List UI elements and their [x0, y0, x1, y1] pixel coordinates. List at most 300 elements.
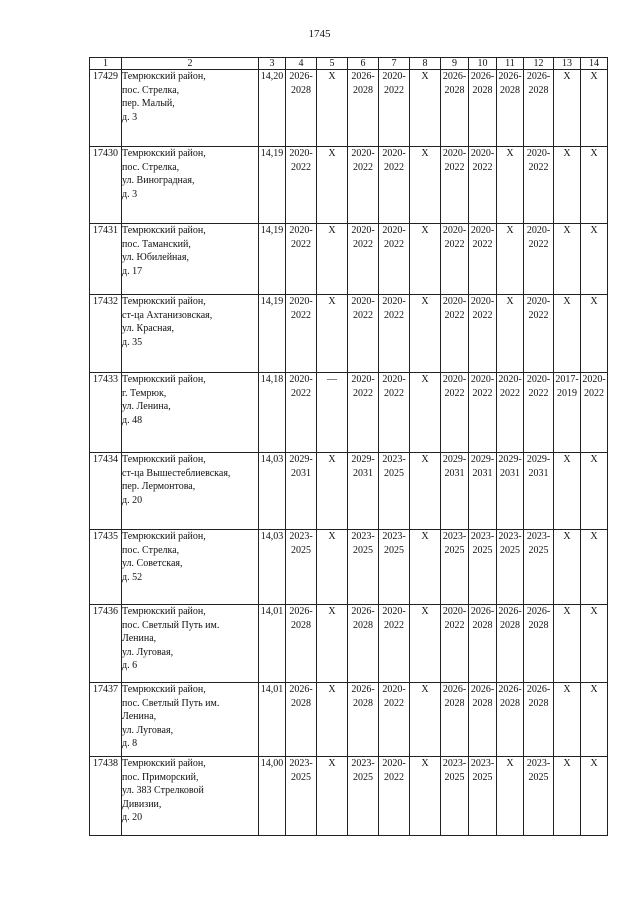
period-line: 2025: [528, 544, 549, 556]
period-line: 2026-: [470, 606, 495, 617]
period-cell: [317, 70, 348, 147]
record-number: 17437: [90, 683, 122, 757]
period-line: 2026-: [498, 684, 522, 695]
area-value: 14,01: [259, 605, 286, 683]
period-line: 2029-: [351, 454, 375, 465]
address-line: пос. Стрелка,: [122, 161, 180, 173]
period-line: 2020-: [470, 148, 495, 159]
period-line: 2022: [384, 771, 404, 783]
period-cell: [286, 530, 317, 605]
table-header-row: [90, 58, 608, 70]
period-cell: [469, 224, 497, 295]
address-line: д. 17: [122, 265, 143, 277]
period-cell: [581, 70, 608, 147]
period-line: 2020-: [470, 374, 495, 385]
period-cell: [497, 605, 524, 683]
period-cell: [524, 683, 554, 757]
column-header: 8: [410, 58, 441, 70]
period-line: 2029-: [526, 454, 551, 465]
address-line: д. 35: [122, 336, 143, 348]
address-cell: [122, 453, 259, 530]
period-line: 2022: [353, 309, 373, 321]
period-line: X: [328, 148, 336, 159]
address-line: ул. Юбилейная,: [122, 252, 189, 263]
address-line: Темрюкский район,: [122, 71, 206, 82]
period-cell: [286, 70, 317, 147]
address-line: Ленина,: [122, 711, 157, 722]
period-line: 2020-: [382, 606, 406, 617]
period-cell: [410, 295, 441, 373]
period-cell: [581, 373, 608, 453]
period-cell: [286, 224, 317, 295]
period-cell: [497, 373, 524, 453]
period-line: X: [590, 684, 598, 695]
address-line: д. 48: [122, 414, 143, 426]
period-line: X: [328, 296, 336, 307]
period-line: X: [421, 684, 429, 695]
period-line: 2029-: [442, 454, 467, 465]
period-line: 2022: [472, 387, 493, 399]
period-line: 2020-: [470, 225, 495, 236]
period-line: X: [421, 531, 429, 542]
area-value: 14,19: [259, 224, 286, 295]
table-row: [90, 757, 608, 836]
period-line: 2022: [584, 387, 604, 399]
period-cell: [469, 147, 497, 224]
period-line: 2026-: [289, 606, 313, 617]
period-cell: [286, 295, 317, 373]
address-line: Темрюкский район,: [122, 758, 206, 769]
period-line: X: [328, 758, 336, 769]
period-line: X: [421, 758, 429, 769]
period-cell: [497, 683, 524, 757]
period-cell: [524, 147, 554, 224]
period-line: 2026-: [442, 684, 467, 695]
period-line: X: [590, 148, 598, 159]
area-value: 14,03: [259, 530, 286, 605]
period-line: 2020-: [289, 148, 313, 159]
period-cell: [379, 683, 410, 757]
record-number: 17432: [90, 295, 122, 373]
area-value: 14,00: [259, 757, 286, 836]
period-cell: [348, 147, 379, 224]
period-line: 2020-: [382, 684, 406, 695]
period-line: 2022: [528, 387, 549, 399]
table-row: [90, 453, 608, 530]
period-line: X: [590, 225, 598, 236]
period-line: 2020-: [526, 374, 551, 385]
period-line: 2022: [472, 309, 493, 321]
period-line: 2020-: [442, 148, 467, 159]
period-line: 2022: [528, 238, 549, 250]
table-row: [90, 70, 608, 147]
address-cell: [122, 147, 259, 224]
address-cell: [122, 373, 259, 453]
record-number: 17435: [90, 530, 122, 605]
period-line: 2022: [384, 697, 404, 709]
period-line: 2022: [528, 161, 549, 173]
period-line: 2023-: [289, 758, 313, 769]
period-line: 2028: [291, 619, 311, 631]
period-line: 2025: [528, 771, 549, 783]
address-line: пос. Стрелка,: [122, 84, 180, 96]
period-line: 2022: [472, 161, 493, 173]
period-cell: [469, 605, 497, 683]
period-line: X: [590, 531, 598, 542]
address-line: д. 3: [122, 188, 138, 200]
period-cell: [379, 224, 410, 295]
period-line: 2025: [353, 544, 373, 556]
period-cell: [524, 757, 554, 836]
period-line: 2022: [444, 387, 465, 399]
period-cell: [410, 147, 441, 224]
period-line: 2025: [444, 771, 465, 783]
period-line: 2026-: [470, 71, 495, 82]
period-line: 2023-: [470, 531, 495, 542]
period-line: 2020-: [470, 296, 495, 307]
address-line: ул. Луговая,: [122, 646, 174, 658]
address-line: Темрюкский район,: [122, 531, 206, 542]
period-cell: [379, 295, 410, 373]
period-line: 2025: [500, 544, 520, 556]
column-header: 5: [317, 58, 348, 70]
period-cell: [497, 757, 524, 836]
period-line: X: [563, 454, 571, 465]
period-cell: [410, 373, 441, 453]
period-line: 2020-: [582, 374, 606, 385]
period-line: 2023-: [289, 531, 313, 542]
address-line: Темрюкский район,: [122, 225, 206, 236]
period-cell: [469, 757, 497, 836]
period-cell: [286, 453, 317, 530]
period-line: X: [506, 148, 514, 159]
period-cell: [524, 605, 554, 683]
period-line: X: [590, 454, 598, 465]
column-header: 3: [259, 58, 286, 70]
period-line: 2026-: [351, 684, 375, 695]
period-line: 2029-: [470, 454, 495, 465]
column-header: 12: [524, 58, 554, 70]
period-cell: [441, 147, 469, 224]
period-line: 2020-: [351, 374, 375, 385]
period-cell: [524, 224, 554, 295]
period-line: X: [590, 758, 598, 769]
record-number: 17433: [90, 373, 122, 453]
period-cell: [317, 373, 348, 453]
period-line: 2022: [291, 161, 311, 173]
record-number: 17429: [90, 70, 122, 147]
period-line: 2020-: [289, 374, 313, 385]
period-line: X: [563, 296, 571, 307]
period-line: 2020-: [498, 374, 522, 385]
period-cell: [348, 757, 379, 836]
period-line: 2025: [291, 771, 311, 783]
period-line: X: [421, 225, 429, 236]
table-row: [90, 683, 608, 757]
period-line: 2023-: [442, 531, 467, 542]
period-cell: [469, 70, 497, 147]
period-line: 2020-: [526, 148, 551, 159]
address-cell: [122, 295, 259, 373]
column-header: 2: [122, 58, 259, 70]
period-line: 2025: [384, 544, 404, 556]
period-line: 2020-: [382, 71, 406, 82]
period-line: X: [563, 225, 571, 236]
period-line: 2029-: [289, 454, 313, 465]
period-cell: [554, 224, 581, 295]
period-line: 2026-: [498, 606, 522, 617]
period-line: 2020-: [382, 225, 406, 236]
period-cell: [348, 295, 379, 373]
area-value: 14,19: [259, 295, 286, 373]
period-line: 2020-: [382, 374, 406, 385]
period-cell: [581, 453, 608, 530]
period-line: 2022: [353, 387, 373, 399]
period-line: 2022: [384, 238, 404, 250]
period-cell: [410, 683, 441, 757]
period-line: X: [506, 225, 514, 236]
period-cell: [497, 530, 524, 605]
period-cell: [348, 224, 379, 295]
address-line: д. 3: [122, 111, 138, 123]
table-row: [90, 224, 608, 295]
period-line: 2025: [472, 771, 493, 783]
period-line: 2028: [353, 84, 373, 96]
record-number: 17434: [90, 453, 122, 530]
address-line: ул. Виноградная,: [122, 175, 195, 186]
period-line: 2020-: [526, 225, 551, 236]
period-line: 2022: [353, 238, 373, 250]
address-line: ст-ца Вышестеблиевская,: [122, 467, 231, 479]
period-line: 2026-: [526, 684, 551, 695]
period-line: 2022: [444, 309, 465, 321]
address-cell: [122, 683, 259, 757]
period-line: 2022: [291, 238, 311, 250]
period-line: 2022: [444, 619, 465, 631]
period-line: X: [421, 71, 429, 82]
period-cell: [379, 147, 410, 224]
period-line: X: [328, 684, 336, 695]
period-line: X: [328, 606, 336, 617]
table-row: [90, 147, 608, 224]
address-line: г. Темрюк,: [122, 387, 167, 399]
period-cell: [410, 224, 441, 295]
period-line: X: [421, 374, 429, 385]
period-line: 2028: [472, 619, 493, 631]
period-cell: [379, 605, 410, 683]
period-line: —: [327, 374, 337, 385]
period-cell: [441, 683, 469, 757]
period-line: 2026-: [470, 684, 495, 695]
period-line: 2017-: [555, 374, 579, 385]
period-line: 2023-: [382, 454, 406, 465]
period-line: 2020-: [526, 296, 551, 307]
period-line: 2020-: [351, 296, 375, 307]
period-line: 2029-: [498, 454, 522, 465]
period-line: 2026-: [351, 71, 375, 82]
period-cell: [410, 757, 441, 836]
period-cell: [286, 147, 317, 224]
period-line: X: [506, 296, 514, 307]
period-line: X: [590, 296, 598, 307]
period-cell: [348, 605, 379, 683]
address-line: пос. Таманский,: [122, 238, 191, 250]
period-cell: [524, 453, 554, 530]
period-cell: [410, 453, 441, 530]
period-line: X: [563, 758, 571, 769]
column-header: 14: [581, 58, 608, 70]
period-line: 2020-: [382, 296, 406, 307]
period-line: 2031: [528, 467, 549, 479]
period-cell: [469, 295, 497, 373]
period-cell: [348, 530, 379, 605]
period-line: 2031: [444, 467, 465, 479]
period-line: 2031: [353, 467, 373, 479]
period-cell: [286, 605, 317, 683]
period-cell: [441, 295, 469, 373]
period-line: 2023-: [442, 758, 467, 769]
period-line: 2028: [353, 619, 373, 631]
address-line: ст-ца Ахтанизовская,: [122, 309, 213, 321]
area-value: 14,19: [259, 147, 286, 224]
period-cell: [469, 453, 497, 530]
period-line: 2019: [557, 387, 577, 399]
period-cell: [497, 70, 524, 147]
period-cell: [410, 605, 441, 683]
period-line: 2028: [472, 697, 493, 709]
period-line: X: [563, 531, 571, 542]
address-line: д. 20: [122, 812, 143, 823]
period-line: X: [328, 225, 336, 236]
period-cell: [286, 683, 317, 757]
period-line: 2020-: [382, 758, 406, 769]
period-cell: [524, 373, 554, 453]
period-line: 2022: [384, 84, 404, 96]
period-cell: [317, 295, 348, 373]
period-cell: [524, 70, 554, 147]
period-line: 2020-: [442, 606, 467, 617]
period-cell: [317, 147, 348, 224]
address-line: пос. Приморский,: [122, 771, 199, 783]
period-line: 2023-: [526, 531, 551, 542]
period-line: 2028: [528, 619, 549, 631]
period-cell: [497, 224, 524, 295]
period-line: 2022: [384, 619, 404, 631]
period-line: 2025: [472, 544, 493, 556]
period-line: 2028: [291, 697, 311, 709]
address-line: пос. Стрелка,: [122, 544, 180, 556]
period-line: 2023-: [382, 531, 406, 542]
address-line: д. 20: [122, 494, 143, 506]
period-line: X: [563, 71, 571, 82]
period-line: 2026-: [498, 71, 522, 82]
period-line: 2020-: [351, 225, 375, 236]
period-line: 2025: [384, 467, 404, 479]
period-cell: [554, 530, 581, 605]
period-line: 2028: [353, 697, 373, 709]
table-row: [90, 373, 608, 453]
table-row: [90, 605, 608, 683]
period-cell: [554, 70, 581, 147]
period-cell: [469, 683, 497, 757]
period-cell: [286, 373, 317, 453]
period-line: 2020-: [382, 148, 406, 159]
period-line: 2022: [291, 387, 311, 399]
period-line: 2023-: [351, 531, 375, 542]
table-body: [90, 70, 608, 836]
period-line: X: [563, 606, 571, 617]
period-cell: [317, 453, 348, 530]
period-cell: [379, 757, 410, 836]
period-line: 2026-: [526, 606, 551, 617]
period-cell: [469, 373, 497, 453]
period-cell: [497, 295, 524, 373]
period-line: 2026-: [442, 71, 467, 82]
period-line: 2023-: [470, 758, 495, 769]
address-cell: [122, 605, 259, 683]
period-cell: [581, 757, 608, 836]
period-line: 2026-: [526, 71, 551, 82]
record-number: 17436: [90, 605, 122, 683]
period-line: 2025: [353, 771, 373, 783]
address-line: Темрюкский район,: [122, 606, 206, 617]
period-cell: [441, 224, 469, 295]
period-cell: [379, 530, 410, 605]
period-cell: [410, 70, 441, 147]
period-cell: [441, 605, 469, 683]
address-cell: [122, 757, 259, 836]
period-line: 2020-: [442, 296, 467, 307]
period-line: 2026-: [289, 684, 313, 695]
period-cell: [554, 605, 581, 683]
area-value: 14,20: [259, 70, 286, 147]
column-header: 11: [497, 58, 524, 70]
period-line: X: [421, 148, 429, 159]
address-line: д. 8: [122, 738, 138, 749]
address-line: пос. Светлый Путь им.: [122, 697, 220, 709]
period-cell: [348, 373, 379, 453]
period-line: 2022: [384, 161, 404, 173]
address-line: Дивизии,: [122, 798, 162, 810]
area-value: 14,01: [259, 683, 286, 757]
period-cell: [317, 757, 348, 836]
period-line: X: [328, 454, 336, 465]
table-row: [90, 295, 608, 373]
address-line: ул. Красная,: [122, 323, 174, 334]
period-line: 2028: [444, 697, 465, 709]
period-cell: [379, 453, 410, 530]
address-line: пер. Малый,: [122, 98, 175, 109]
period-line: 2020-: [351, 148, 375, 159]
period-cell: [581, 295, 608, 373]
period-line: 2022: [444, 161, 465, 173]
period-line: 2023-: [498, 531, 522, 542]
period-line: 2023-: [526, 758, 551, 769]
period-cell: [554, 757, 581, 836]
column-header: 1: [90, 58, 122, 70]
period-line: X: [590, 71, 598, 82]
column-header: 4: [286, 58, 317, 70]
address-line: пос. Светлый Путь им.: [122, 619, 220, 631]
period-cell: [581, 147, 608, 224]
period-line: 2026-: [351, 606, 375, 617]
period-cell: [379, 70, 410, 147]
record-number: 17430: [90, 147, 122, 224]
address-line: ул. 383 Стрелковой: [122, 785, 204, 796]
period-line: 2022: [500, 387, 520, 399]
period-cell: [581, 530, 608, 605]
address-line: ул. Луговая,: [122, 724, 174, 736]
